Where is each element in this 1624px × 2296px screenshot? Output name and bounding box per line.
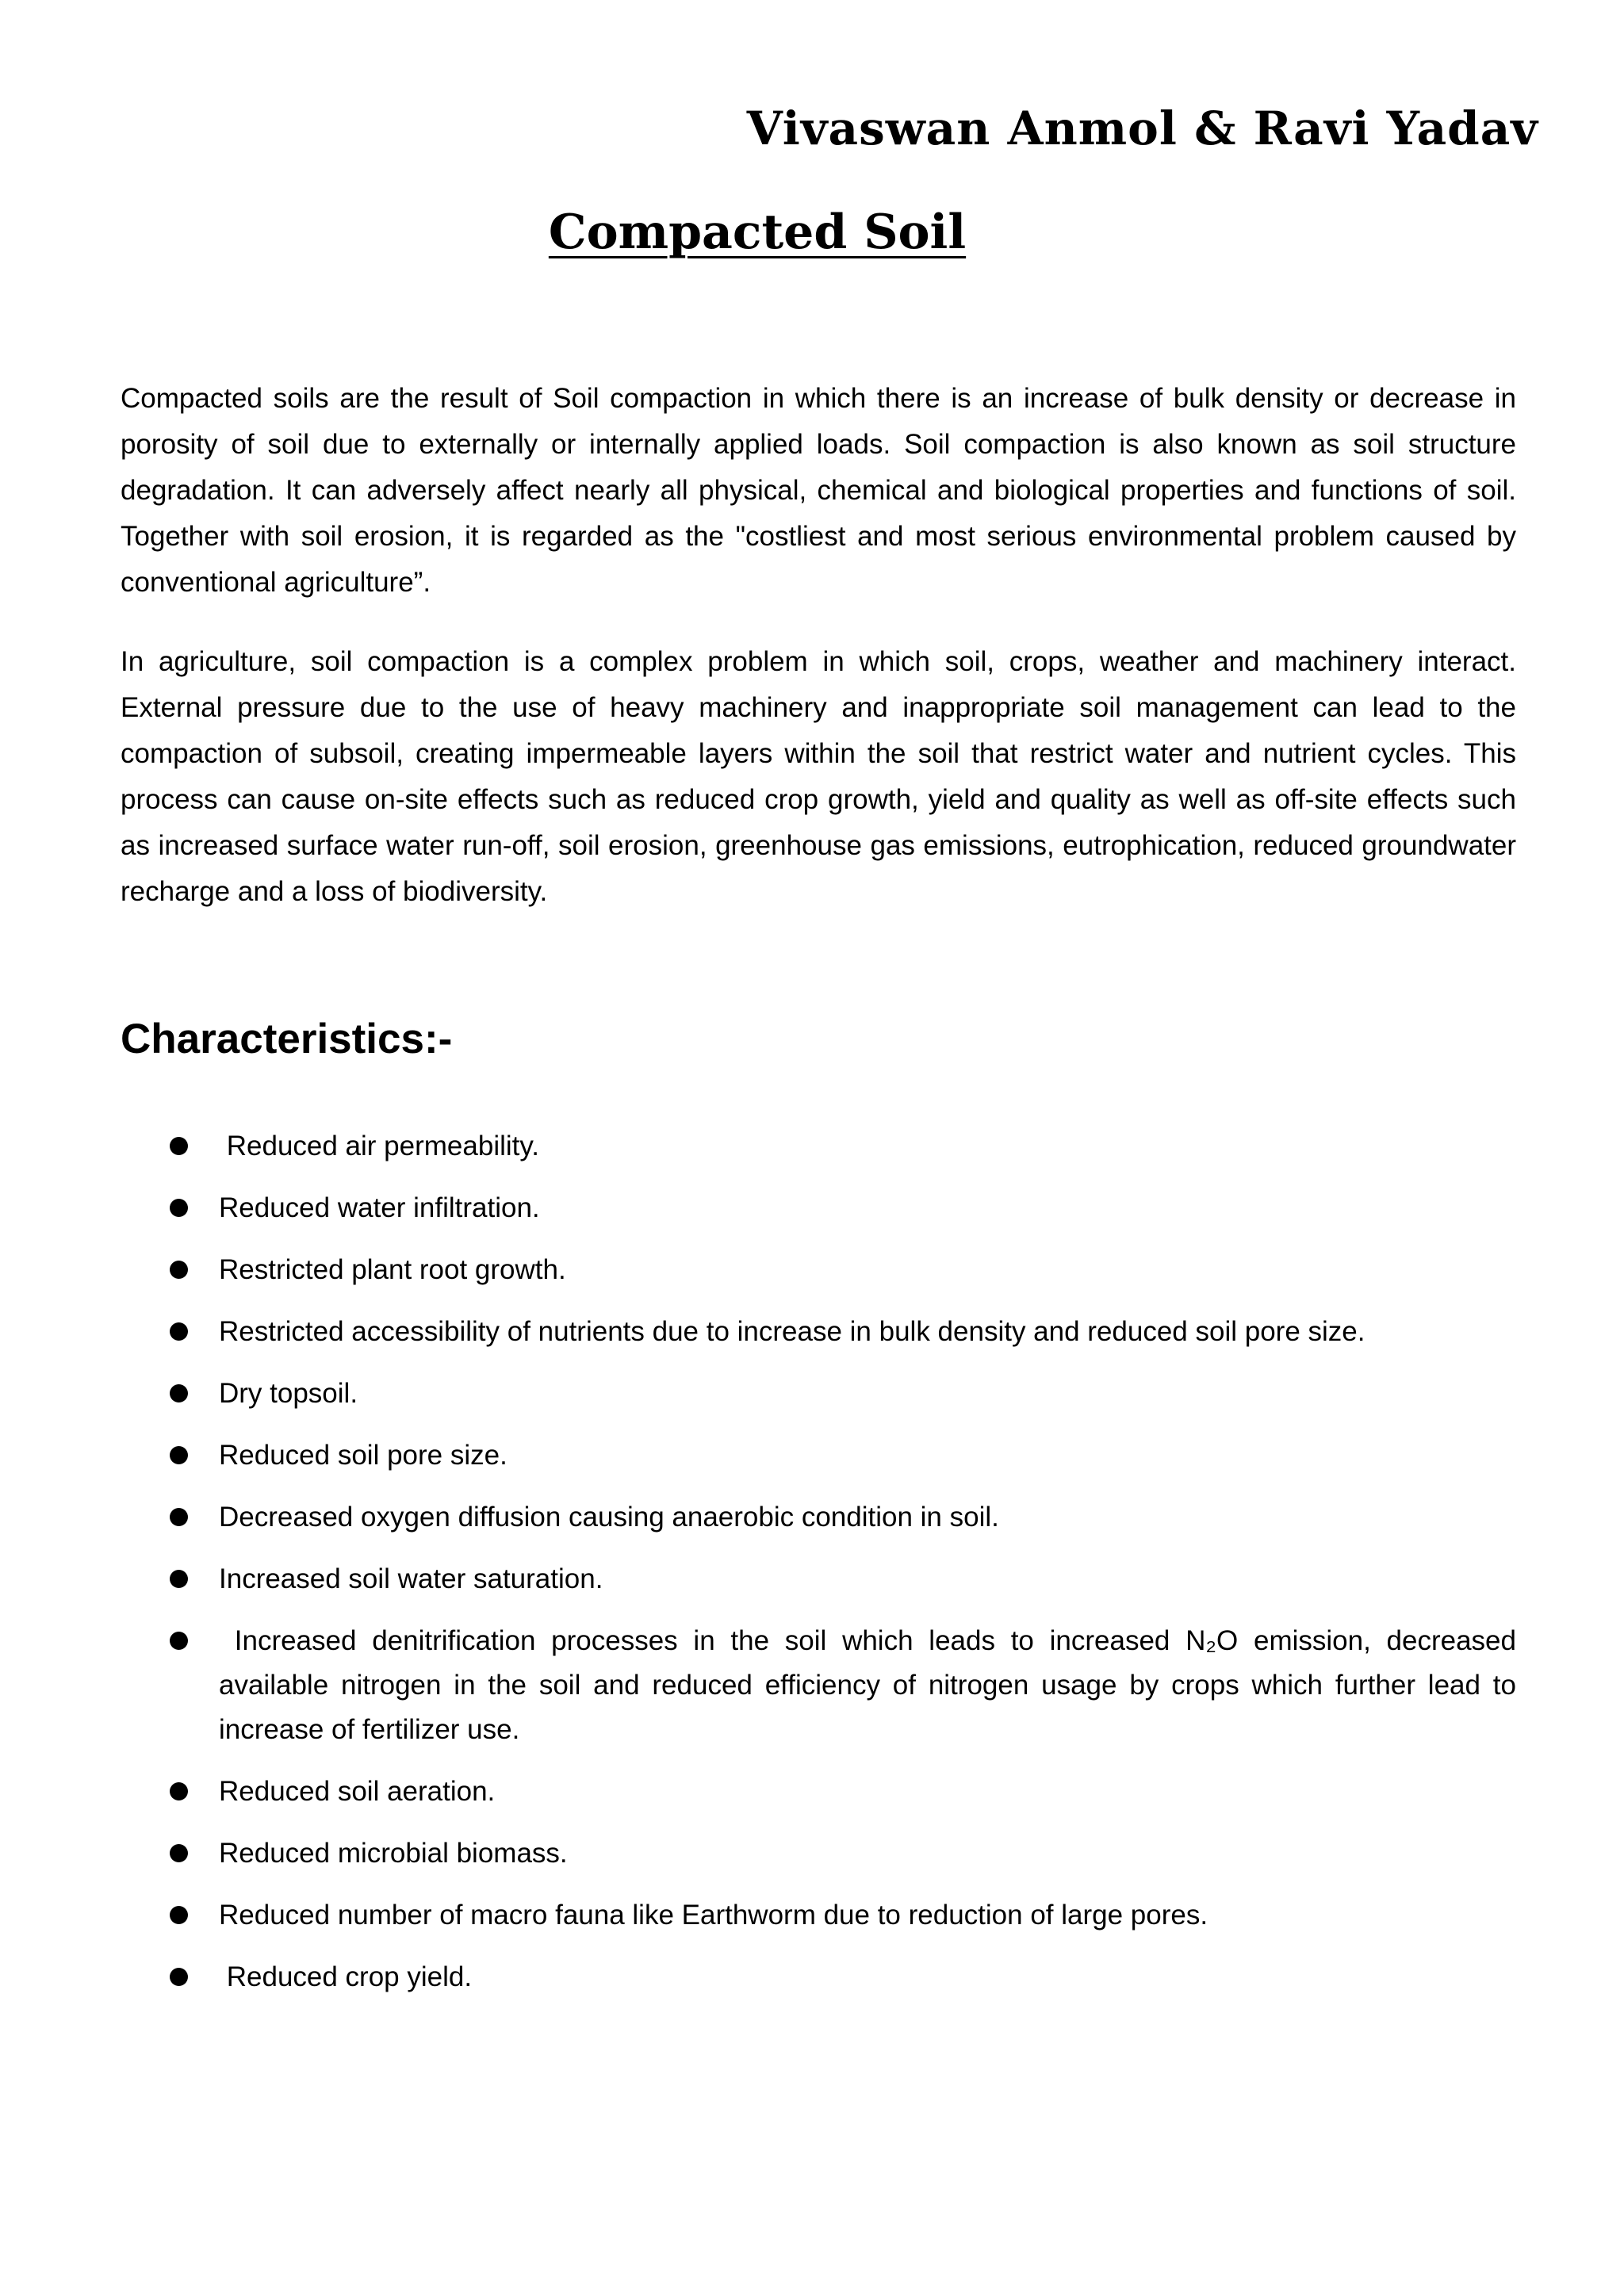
list-item-text: Reduced microbial biomass. xyxy=(219,1838,568,1869)
bullet-icon xyxy=(170,1570,188,1588)
bullet-icon xyxy=(170,1322,188,1341)
agriculture-paragraph: In agriculture, soil compaction is a complex problem in which soil, crops, weather and machinery interact. External pressure due to the use of heavy machinery and inappropriate soil management can lead to the compaction of subsoil, creating impermeable layers within the soil that restrict water and nutrient cycles. This process can cause on-site effects such as reduced crop growth, yield and quality as well as off-site effects such as increased surface water run-off, soil erosion, greenhouse gas emissions, eutrophication, reduced groundwater recharge and a loss of biodiversity. xyxy=(121,646,1516,907)
bullet-icon xyxy=(170,1137,188,1155)
bullet-icon xyxy=(170,1508,188,1526)
list-item-text: Decreased oxygen diffusion causing anaerobic condition in soil. xyxy=(219,1502,999,1533)
list-item xyxy=(121,1310,1516,1354)
list-item-text: Restricted plant root growth. xyxy=(219,1254,566,1285)
bullet-icon xyxy=(170,1968,188,1986)
bullet-icon xyxy=(170,1632,188,1650)
characteristics-list xyxy=(121,1124,1524,2017)
bullet-icon xyxy=(170,1384,188,1402)
bullet-icon xyxy=(170,1446,188,1464)
list-item-text: Increased soil water saturation. xyxy=(219,1563,603,1594)
bullet-icon xyxy=(170,1906,188,1924)
list-item xyxy=(121,1893,1516,1938)
list-item-text: Dry topsoil. xyxy=(219,1378,358,1409)
list-item xyxy=(121,1372,1516,1416)
list-item-text: Reduced crop yield. xyxy=(219,1961,473,1992)
bullet-icon xyxy=(170,1261,188,1279)
list-item xyxy=(121,1557,1516,1601)
author-names: Vivaswan Anmol & Ravi Yadav xyxy=(746,101,1538,155)
list-item-text: Increased denitrification processes in the soil which leads to increased N₂O emission, decreased available nitrogen in the soil and reduced efficiency of nitrogen usage by crops which further lead to increase of fertilizer use. xyxy=(219,1625,1524,1745)
intro-paragraph: Compacted soils are the result of Soil compaction in which there is an increase of bulk density or decrease in porosity of soil due to externally or internally applied loads. Soil compaction is also known as soil structure degradation. It can adversely affect nearly all physical, chemical and biological properties and functions of soil. Together with soil erosion, it is regarded as the "costliest and most serious environmental problem caused by conventional agriculture”. xyxy=(121,383,1516,598)
bullet-icon xyxy=(170,1199,188,1217)
list-item xyxy=(121,1955,1516,1999)
bullet-icon xyxy=(170,1782,188,1800)
list-item-text: Reduced soil pore size. xyxy=(219,1440,508,1471)
page-title: Compacted Soil xyxy=(548,205,967,260)
list-item-text: Reduced soil aeration. xyxy=(219,1776,496,1807)
list-item xyxy=(121,1124,1516,1169)
list-item xyxy=(121,1831,1516,1876)
list-item xyxy=(121,1248,1516,1292)
list-item xyxy=(121,1770,1516,1814)
list-item xyxy=(121,1433,1516,1478)
list-item xyxy=(121,1495,1516,1540)
characteristics-heading: Characteristics:- xyxy=(121,1016,453,1062)
list-item-text: Reduced number of macro fauna like Earthworm due to reduction of large pores. xyxy=(219,1900,1208,1931)
bullet-icon xyxy=(170,1844,188,1862)
list-item-text: Reduced water infiltration. xyxy=(219,1192,540,1223)
list-item xyxy=(121,1619,1524,1752)
list-item-text: Reduced air permeability. xyxy=(219,1131,539,1161)
list-item-text: Restricted accessibility of nutrients due to increase in bulk density and reduced soil pore size. xyxy=(219,1316,1365,1347)
list-item xyxy=(121,1186,1516,1230)
